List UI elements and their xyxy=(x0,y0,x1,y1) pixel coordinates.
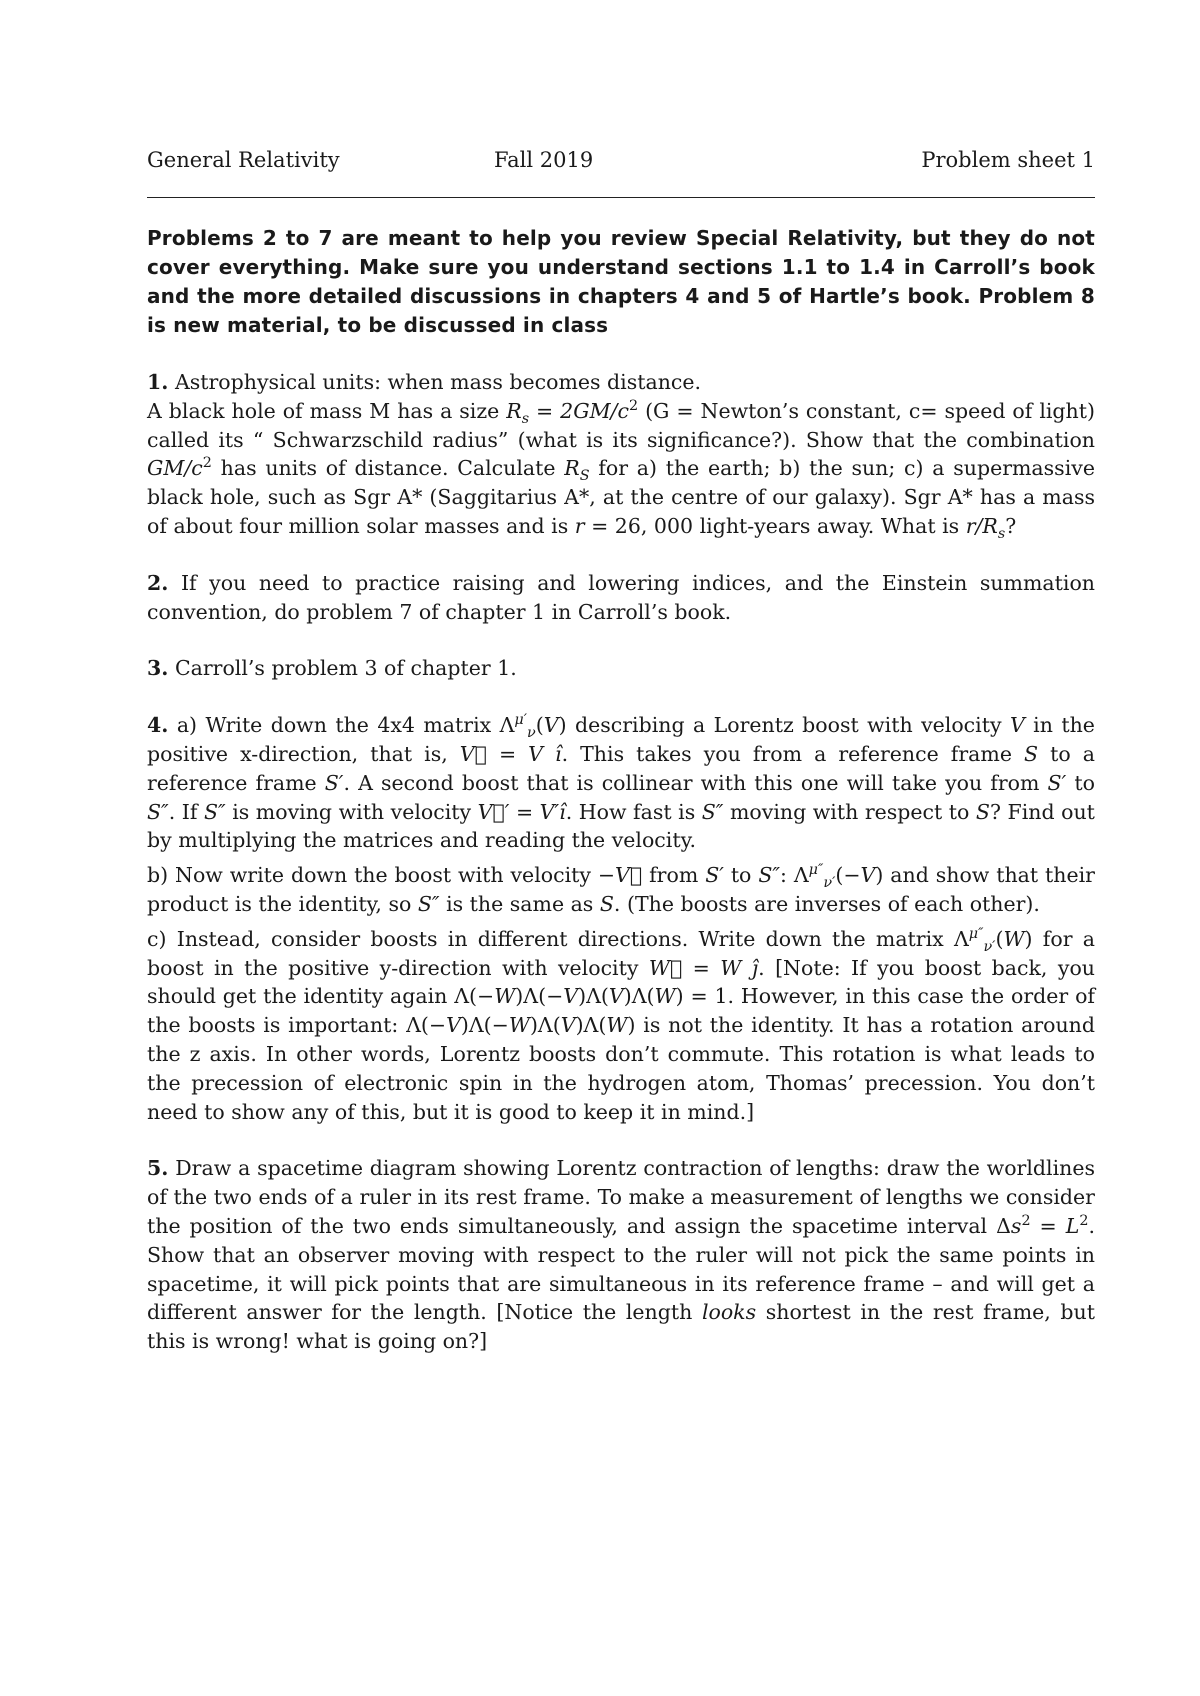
formula-lambda-v: $\Lambda^{\mu'}_\nu(V)$ xyxy=(499,712,567,742)
text-run: . However, in this case the order of the boosts is important: xyxy=(147,984,1095,1038)
problem-1 xyxy=(147,368,1095,541)
problem-4a xyxy=(147,711,1095,855)
formula-minus-vec-v: −V⃗ xyxy=(597,863,643,888)
problem-5-body xyxy=(147,1154,1095,1356)
formula-vec-vprime: V⃗′ = V′î xyxy=(477,799,566,824)
sheet-label: Problem sheet 1 xyxy=(921,148,1095,172)
text-run: . Show that an observer moving with respect to the ruler will not pick the same points in spacetime, it will pick points that are simultaneous in its reference frame – and will get a different answer for the length. [Notice the length xyxy=(147,1213,1095,1325)
problem-5 xyxy=(147,1154,1095,1356)
problem-1-body: A black hole of mass M has a size $R_s = 2GM/c^2$ (G = Newton’s constant, c= speed of light) called its “ Schwarzschild radius” (what is its significance?). Show that the combination $GM/c^2$ has units of distance. Calculate $R_S$ for a) the earth; b) the sun; c) a supermassive black hole, such as Sgr A* (Saggitarius A*, at the centre of our galaxy). Sgr A* has a mass of about four million solar masses and is r = 26, 000 light-years away. What is $r/R_s$? xyxy=(147,397,1095,543)
text-run: for a boost in the positive y-direction with velocity xyxy=(147,926,1095,980)
text-run: moving with respect to xyxy=(729,799,970,824)
formula-schwarzschild: $R_s = 2GM/c^2$ xyxy=(506,397,639,427)
text-run: for a) the earth; b) the sun; c) a supermassive black hole, such as Sgr A* (Saggitarius A*, at the centre of our galaxy). Sgr A* has a mass of about four million solar masses and is xyxy=(147,456,1095,538)
problem-number: 2. xyxy=(147,570,169,595)
text-run: (G = Newton’s constant, c= speed of light) called its “ Schwarzschild radius” (what is its significance?). Show that the combination xyxy=(147,398,1095,452)
text-run: . If xyxy=(168,799,198,824)
formula-lambda-minus-v: $\Lambda^{\mu''}_{\nu'}(-V)$ xyxy=(793,862,884,892)
text-run: a) Write down the 4x4 matrix xyxy=(176,713,492,738)
text-run: describing a Lorentz boost with velocity xyxy=(574,713,1002,738)
symbol-s: S xyxy=(599,891,614,916)
formula-vec-v: V⃗ = V î xyxy=(459,741,562,766)
header-rule xyxy=(147,197,1095,198)
term-label: Fall 2019 xyxy=(494,148,594,172)
page-header xyxy=(147,148,1095,178)
text-run: has units of distance. Calculate xyxy=(220,456,556,481)
symbol-s-prime: S′ xyxy=(324,770,344,795)
problem-1-heading xyxy=(147,368,1095,397)
text-run: . A second boost that is collinear with this one will take you from xyxy=(343,770,1040,795)
symbol-s-dprime: S″ xyxy=(417,891,440,916)
text-run: If you need to practice raising and lowering indices, and the Einstein summation convention, do problem 7 of chapter 1 in Carroll’s book. xyxy=(147,570,1095,624)
formula-vec-w: W⃗ = W ĵ xyxy=(648,955,759,980)
emphasis-looks: looks xyxy=(701,1300,757,1325)
text-run: to a reference frame xyxy=(147,741,1095,795)
symbol-s: S xyxy=(1024,741,1039,766)
course-title: General Relativity xyxy=(147,148,340,172)
formula-identity: Λ(−W)Λ(−V)Λ(V)Λ(W) = 1 xyxy=(454,984,728,1009)
problem-4b: b) Now write down the boost with velocity −V⃗ from S′ to S″: $\Lambda^{\mu''}_{\nu'}(-V)$ and show that their product is the identity, so S″ is the same as S. (The boosts are inverses of each other). xyxy=(147,862,1095,916)
formula-non-identity: Λ(−V)Λ(−W)Λ(V)Λ(W) xyxy=(406,1013,636,1038)
problem-number: 1. xyxy=(147,370,169,394)
intro-paragraph: Problems 2 to 7 are meant to help you review Special Relativity, but they do not cover everything. Make sure you understand sections 1.1 to 1.4 in Carroll’s book and the more detailed discussions in chapters 4 and 5 of Hartle’s book. Problem 8 is new material, to be discussed in class xyxy=(147,226,1095,337)
problem-title: Astrophysical units: when mass becomes distance. xyxy=(174,370,702,394)
problem-4c xyxy=(147,925,1095,1127)
problem-2-body xyxy=(147,569,1095,627)
formula-lambda-w: $\Lambda^{\mu''}_{\nu'}(W)$ xyxy=(953,925,1033,955)
text-run: ? Find out by multiplying the matrices and reading the velocity. xyxy=(147,799,1095,853)
text-run: . How fast is xyxy=(565,799,696,824)
text-run: Carroll’s problem 3 of chapter 1. xyxy=(174,656,517,681)
symbol-s-dprime: S″ xyxy=(203,799,226,824)
formula-interval: $\Delta s^2 = L^2$ xyxy=(996,1213,1089,1238)
text-run: from xyxy=(649,863,699,888)
text-run: in the positive x-direction, that is, xyxy=(147,713,1095,766)
symbol-s-dprime: S″ xyxy=(701,799,724,824)
text-run: A black hole of mass M has a size xyxy=(147,398,500,423)
formula-gm-c2: $GM/c^2$ xyxy=(147,455,212,481)
problem-number: 4. xyxy=(147,713,169,738)
text-run: b) Now write down the boost with velocity xyxy=(147,863,591,888)
symbol-s-prime: S′ xyxy=(1047,770,1067,795)
problem-list xyxy=(147,224,1095,1384)
text-run: . This takes you from a reference frame xyxy=(561,741,1012,766)
formula-distance: r = 26, 000 xyxy=(574,513,694,538)
symbol-s-prime: S′ xyxy=(705,863,724,888)
problem-3-body xyxy=(147,654,1095,683)
text-run: and show that their product is the identity, so xyxy=(147,863,1095,916)
problem-number: 5. xyxy=(147,1156,169,1181)
text-run: Draw a spacetime diagram showing Lorentz contraction of lengths: draw the worldlines of the two ends of a ruler in its rest frame. To make a measurement of lengths we consider the position of the two ends simultaneously, and assign the spacetime interval xyxy=(147,1156,1095,1238)
symbol-s-dprime: S″ xyxy=(147,799,169,824)
problem-4 xyxy=(147,711,1095,1126)
text-run: . (The boosts are inverses of each other). xyxy=(613,891,1040,916)
text-run: to xyxy=(1074,770,1095,795)
symbol-s-dprime: S″ xyxy=(758,863,781,888)
problem-number: 3. xyxy=(147,656,169,681)
formula-ratio: $r/R_s$ xyxy=(965,513,1006,543)
problem-2 xyxy=(147,569,1095,627)
text-run: light-years away. What is xyxy=(699,513,960,538)
text-run: to xyxy=(730,863,752,888)
text-run: is not the identity. It has a rotation around the z axis. In other words, Lorentz boosts don’t commute. This rotation is what leads to the precession of electronic spin in the hydrogen atom, Thomas’ precession. You don’t need to show any of this, but it is good to keep it in mind.] xyxy=(147,1013,1095,1124)
text-run: is moving with velocity xyxy=(232,799,472,824)
text-run: . [Note: If you boost back, you should get the identity again xyxy=(147,955,1095,1009)
formula-rs: $R_S$ xyxy=(564,456,590,485)
text-run: shortest in the rest frame, but this is wrong! what is going on?] xyxy=(147,1300,1095,1354)
problem-3 xyxy=(147,654,1095,683)
text-run: is the same as xyxy=(446,891,594,916)
symbol-s: S xyxy=(975,799,990,824)
text-run: c) Instead, consider boosts in different directions. Write down the matrix xyxy=(147,926,944,951)
symbol-v: V xyxy=(1009,713,1025,738)
